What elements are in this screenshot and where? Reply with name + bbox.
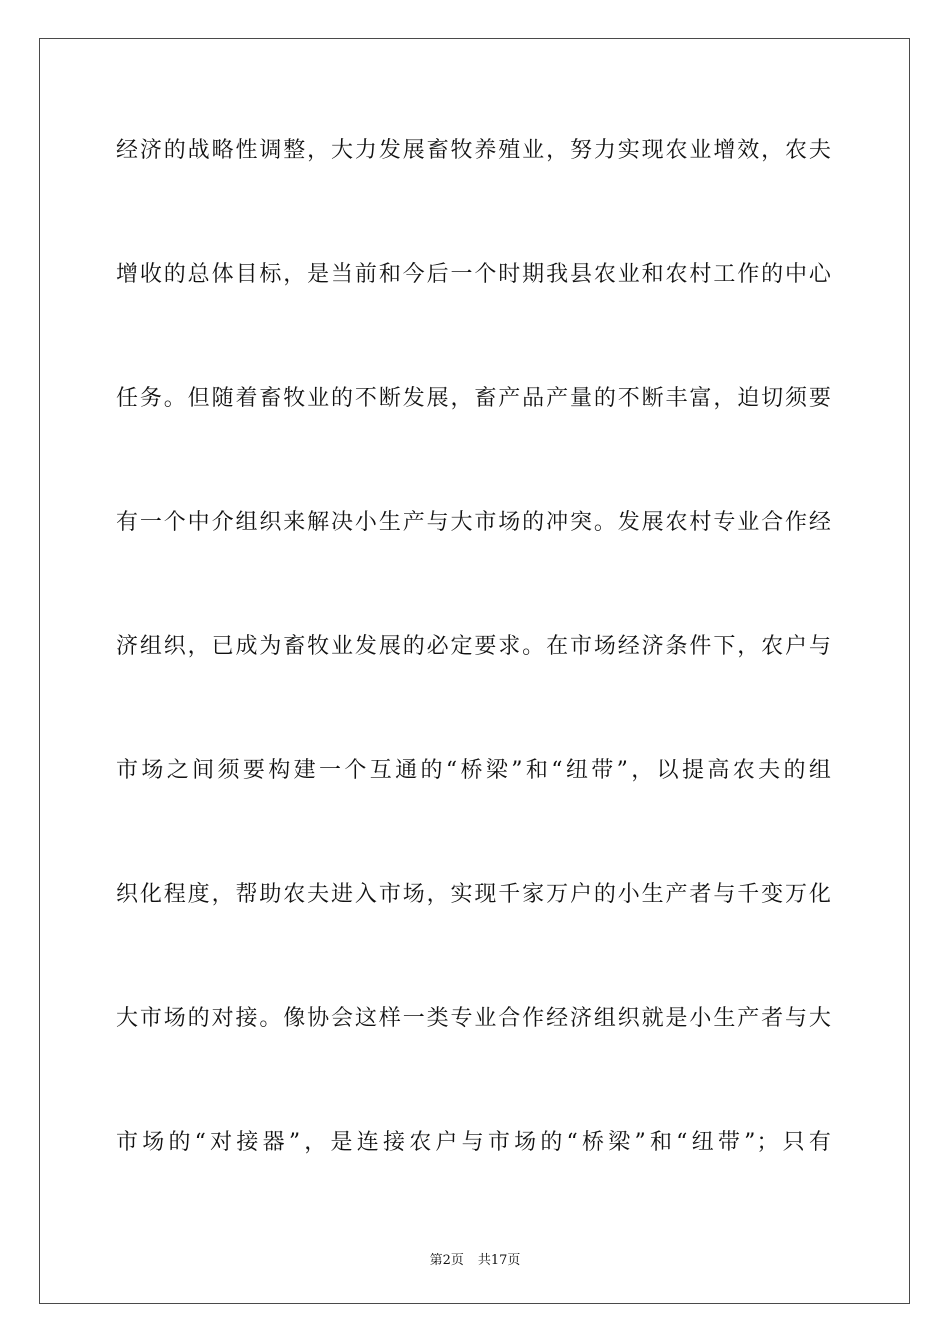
- page-footer: [0, 1249, 950, 1268]
- document-body: [116, 133, 832, 1249]
- text-line-4: 有一个中介组织来解决小生产与大市场的冲突。发展农村专业合作经: [116, 510, 832, 535]
- text-line-6: 市场之间须要构建一个互通的“桥梁”和“纽带”，以提高农夫的组: [116, 758, 832, 783]
- text-line-9: 市场的“对接器”，是连接农户与市场的“桥梁”和“纽带”；只有: [116, 1130, 832, 1155]
- text-line-1: 经济的战略性调整，大力发展畜牧养殖业，努力实现农业增效，农夫: [116, 138, 832, 163]
- text-line-7: 织化程度，帮助农夫进入市场，实现千家万户的小生产者与千变万化: [116, 882, 832, 907]
- page-number: 第2页: [429, 1253, 464, 1268]
- total-pages: 共17页: [477, 1253, 521, 1268]
- text-line-2: 增收的总体目标，是当前和今后一个时期我县农业和农村工作的中心: [116, 262, 832, 287]
- text-line-8: 大市场的对接。像协会这样一类专业合作经济组织就是小生产者与大: [116, 1006, 832, 1031]
- text-line-5: 济组织，已成为畜牧业发展的必定要求。在市场经济条件下，农户与: [116, 634, 832, 659]
- text-line-3: 任务。但随着畜牧业的不断发展，畜产品产量的不断丰富，迫切须要: [116, 386, 832, 411]
